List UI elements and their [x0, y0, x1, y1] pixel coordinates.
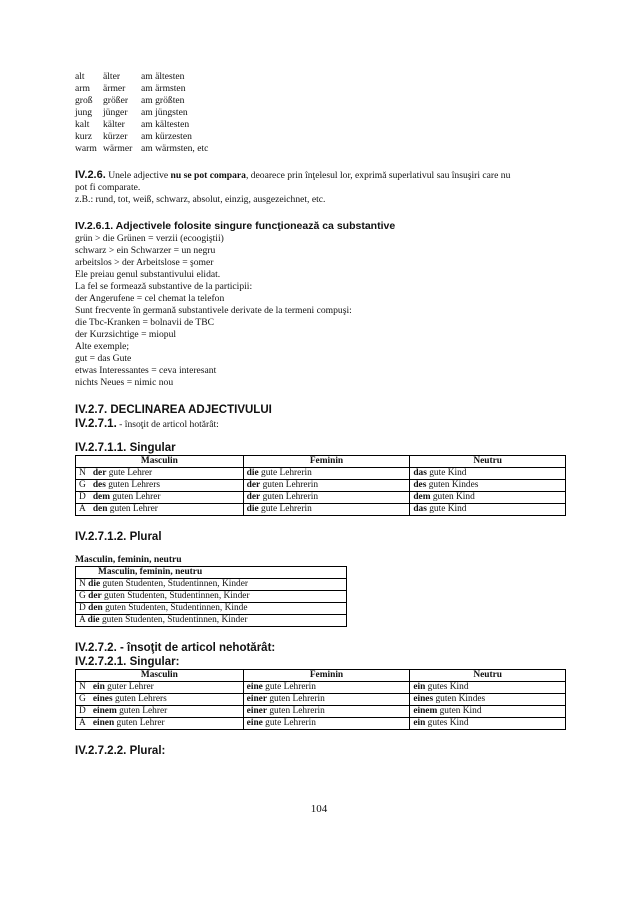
page-content: alt älter am ältesten arm ärmer am ärmsten groß größer am größten jung jünger am jüngsten kalt kälter am kältesten kurz kürzer am kürzesten warm wärmer am wärmsten, etc IV.2.6. Unele adjective nu se pot compara, deoarece prin înţelesul lor, exprimă superlativul sau însuşiri care nu pot fi comparate. z.B.: rund, tot, weiß, schwarz, absolut, einzig, ausgezeichnet, etc. IV.2.6.1. Adjectivele folosite singure funcţionează ca substantive grün > die Grünen = verzii (ecoogiştii) schwarz > ein Schwarzer = un negru arbeitslos > der Arbeitslose = şomer Ele preiau genul substantivului elidat. La fel se formează substantive de la participii: der Angerufene = cel chemat la telefon Sunt frecvente în germană substantivele derivate de la termeni compuşi: die Tbc-Kranken = bolnavii de TBC der Kurzsichtige = miopul Alte exemple; gut = das Gute etwas Interessantes = ceva interesant nichts Neues = nimic nou IV.2.7. DECLINAREA ADJECTIVULUI IV.2.7.1. - însoţit de articol hotărât: IV.2.7.1.1. Singular Masculin Feminin Neutru N der gute Lehrer die gute Lehrerin das gute Kind G des guten Lehrers der guten Lehrerin des guten Kindes D dem guten Lehrer der guten Lehrerin dem guten Kind A den guten Lehrer die gute Lehrerin das gute Kind IV.2.7.1.2. Plural Masculin, feminin, neutru Masculin, feminin, neutru N die guten Studenten, Studentinnen, Kinder G der guten Studenten, Studentinnen, Kinder D den guten Studenten, Studentinnen, Kinde A die guten Studenten, Studentinnen, Kinder IV.2.7.2. - însoţit de articol nehotărât: IV.2.7.2.1. Singular: Masculin Feminin Neutru N ein guter Lehrer eine gute Lehrerin ein gutes Kind G eines guten Lehrers einer guten Lehrerin eines guten Kindes D einem guten Lehrer einer guten Lehrerin einem guten Kind A einen guten Lehrer eine gute Lehrerin ein gutes Kind IV.2.7.2.2. Plural:: [75, 71, 575, 758]
table-header-row: Masculin Feminin Neutru: [76, 670, 566, 682]
table-row: A den guten Lehrer die gute Lehrerin das gute Kind: [76, 504, 566, 516]
table-heading: IV.2.7.2.2. Plural:: [75, 745, 166, 757]
section-heading: IV.2.7. DECLINAREA ADJECTIVULUI: [75, 404, 272, 416]
comparison-row: kurz kürzer am kürzesten: [75, 131, 192, 142]
table-row: G der guten Studenten, Studentinnen, Kinder: [76, 591, 347, 603]
table-row: G des guten Lehrers der guten Lehrerin des guten Kindes: [76, 480, 566, 492]
section-heading: IV.2.6.1. Adjectivele folosite singure funcţionează ca substantive: [75, 220, 396, 232]
section-number: IV.2.6.: [75, 169, 106, 181]
singular-definite-table: [75, 455, 566, 516]
table-row: N der gute Lehrer die gute Lehrerin das gute Kind: [76, 468, 566, 480]
comparison-row: warm wärmer am wärmsten, etc: [75, 143, 209, 154]
table-header-row: Masculin, feminin, neutru: [76, 567, 347, 579]
comparison-row: jung jünger am jüngsten: [75, 107, 188, 118]
page-number: 104: [310, 803, 328, 815]
table-row: N die guten Studenten, Studentinnen, Kinder: [76, 579, 347, 591]
subsection-2-7-1: IV.2.7.1. - însoţit de articol hotărât:: [75, 418, 219, 430]
table-row: A die guten Studenten, Studentinnen, Kinder: [76, 615, 347, 627]
plural-definite-table: [75, 566, 347, 627]
table-row: D den guten Studenten, Studentinnen, Kinde: [76, 603, 347, 615]
comparison-row: groß größer am größten: [75, 95, 185, 106]
table-heading: IV.2.7.1.2. Plural: [75, 531, 162, 543]
table-row: N ein guter Lehrer eine gute Lehrerin ein gutes Kind: [76, 682, 566, 694]
table-caption: Masculin, feminin, neutru: [75, 554, 182, 565]
table-row: A einen guten Lehrer eine gute Lehrerin ein gutes Kind: [76, 718, 566, 730]
comparison-row: arm ärmer am ärmsten: [75, 83, 186, 94]
comparison-row: alt älter am ältesten: [75, 71, 185, 82]
table-row: D dem guten Lehrer der guten Lehrerin dem guten Kind: [76, 492, 566, 504]
comparison-list: [75, 71, 575, 155]
section-heading: IV.2.7.2. - însoţit de articol nehotărât:: [75, 642, 276, 654]
table-row: G eines guten Lehrers einer guten Lehrerin eines guten Kindes: [76, 694, 566, 706]
table-row: D einem guten Lehrer einer guten Lehrerin einem guten Kind: [76, 706, 566, 718]
comparison-row: kalt kälter am kältesten: [75, 119, 190, 130]
section-2-6: IV.2.6. Unele adjective nu se pot compara, deoarece prin înţelesul lor, exprimă superlativul sau însuşiri care nu: [75, 169, 511, 181]
table-heading: IV.2.7.2.1. Singular:: [75, 656, 180, 668]
singular-indefinite-table: [75, 669, 566, 730]
table-header-row: Masculin Feminin Neutru: [76, 456, 566, 468]
table-heading: IV.2.7.1.1. Singular: [75, 442, 176, 454]
substantive-examples: grün > die Grünen = verzii (ecoogiştii) schwarz > ein Schwarzer = un negru arbeitslos > der Arbeitslose = şomer Ele preiau genul substantivului elidat. La fel se formează substantive de la participii: der Angerufene = cel chemat la telefon Sunt frecvente în germană substantivele derivate de la termeni compuşi: die Tbc-Kranken = bolnavii de TBC der Kurzsichtige = miopul Alte exemple; gut = das Gute etwas Interessantes = ceva interesant nichts Neues = nimic nou: [75, 233, 352, 388]
